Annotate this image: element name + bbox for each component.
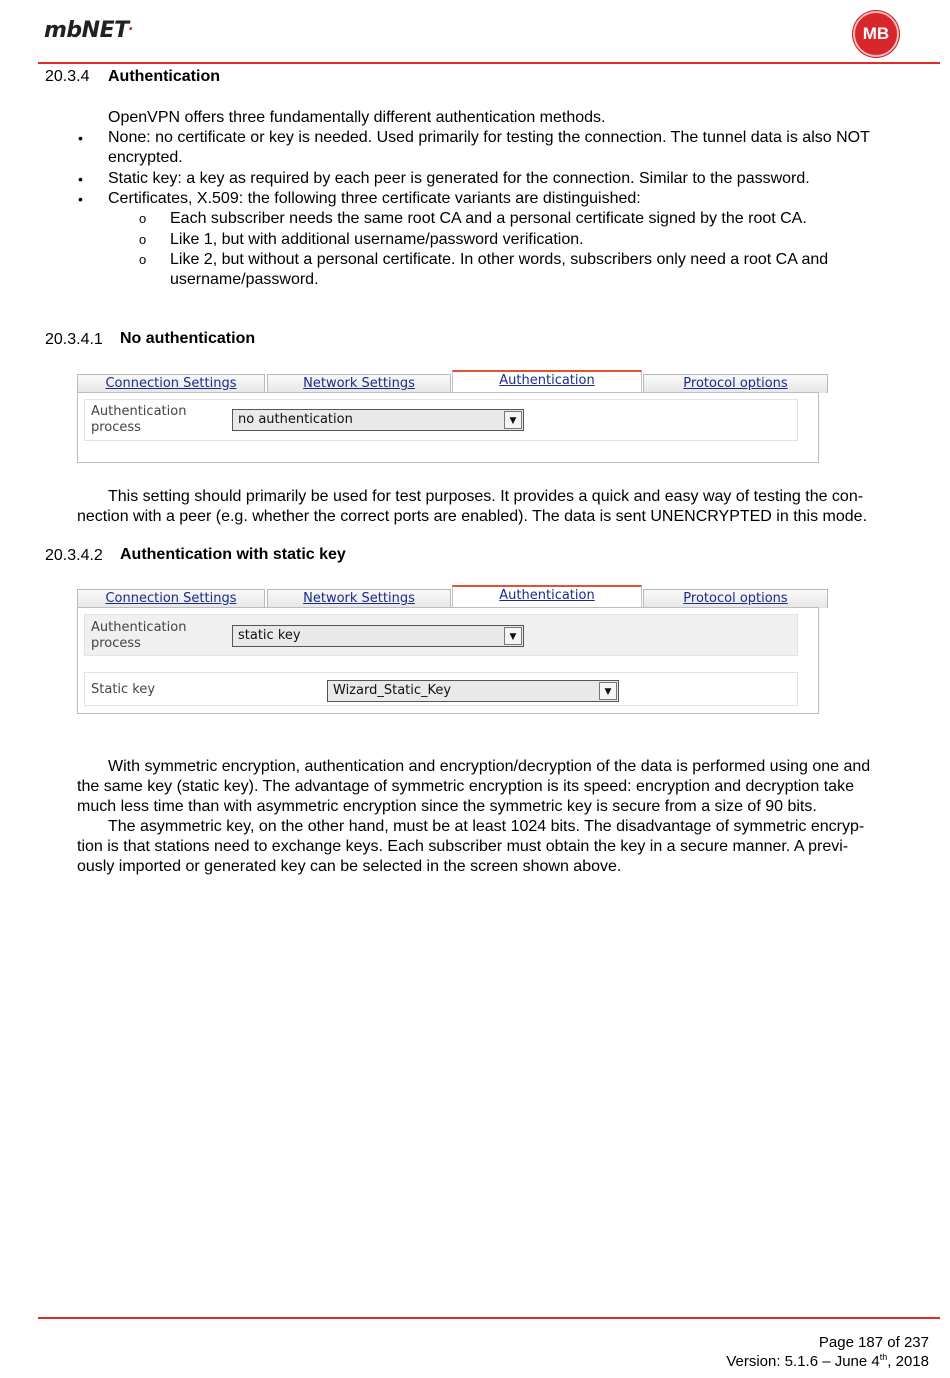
auth-process-select[interactable] <box>232 409 524 431</box>
version-sup: th <box>879 1352 888 1362</box>
tab-connection-settings[interactable]: Connection Settings <box>77 374 265 393</box>
paragraph-line: nection with a peer (e.g. whether the correct ports are enabled). The data is sent UNENCRYPTED in this mode. <box>77 508 868 525</box>
openvpn-auth-screenshot-none <box>77 370 829 464</box>
sub-bullet-marker: o <box>139 232 147 247</box>
section-title: Authentication <box>108 68 220 85</box>
paragraph-line: ously imported or generated key can be selected in the screen shown above. <box>77 858 622 875</box>
tab-protocol-options[interactable]: Protocol options <box>643 374 828 393</box>
auth-process-label <box>91 404 186 436</box>
version-year: , 2018 <box>887 1353 929 1370</box>
mbnet-logo <box>44 18 133 43</box>
openvpn-auth-screenshot-static-key <box>77 585 829 715</box>
bullet-item-continuation: encrypted. <box>108 149 183 166</box>
logo-text: mbNET <box>44 18 129 43</box>
bullet-marker: • <box>78 130 83 146</box>
chevron-down-icon[interactable]: ▼ <box>504 411 522 429</box>
tab-connection-settings[interactable]: Connection Settings <box>77 589 265 608</box>
sub-bullet-marker: o <box>139 252 147 267</box>
sub-bullet-marker: o <box>139 211 147 226</box>
version-text: Version: 5.1.6 – June 4 <box>726 1353 880 1370</box>
bullet-item: Certificates, X.509: the following three certificate variants are distinguished: <box>108 190 641 207</box>
mb-badge-logo: MB <box>853 11 899 57</box>
intro-paragraph: OpenVPN offers three fundamentally different authentication methods. <box>108 109 606 126</box>
tab-authentication[interactable]: Authentication <box>452 370 642 393</box>
tab-bar <box>77 585 829 607</box>
page-number: Page 187 of 237 <box>818 1334 929 1351</box>
paragraph-line: tion is that stations need to exchange keys. Each subscriber must obtain the key in a secure manner. A previ- <box>77 838 849 855</box>
paragraph-line: This setting should primarily be used for test purposes. It provides a quick and easy way of testing the con- <box>108 488 864 505</box>
paragraph-line: the same key (static key). The advantage of symmetric encryption is its speed: encryption and decryption take <box>77 778 854 795</box>
auth-process-label-line2: process <box>91 636 141 651</box>
bullet-item: None: no certificate or key is needed. Used primarily for testing the connection. The tunnel data is also NOT <box>108 129 870 146</box>
paragraph-line: The asymmetric key, on the other hand, must be at least 1024 bits. The disadvantage of symmetric encryp- <box>108 818 865 835</box>
auth-process-value: static key <box>238 628 301 643</box>
chevron-down-icon[interactable]: ▼ <box>599 682 617 700</box>
subsection-number: 20.3.4.1 <box>45 331 103 348</box>
tab-bar <box>77 370 829 392</box>
tab-network-settings[interactable]: Network Settings <box>267 589 451 608</box>
bullet-marker: • <box>78 191 83 207</box>
auth-process-label-line1: Authentication <box>91 404 187 419</box>
auth-process-label-line2: process <box>91 420 141 435</box>
static-key-value: Wizard_Static_Key <box>333 683 452 698</box>
paragraph-line: With symmetric encryption, authentication and encryption/decryption of the data is performed using one and <box>108 758 871 775</box>
sub-bullet-item-continuation: username/password. <box>170 271 319 288</box>
subsection-title: Authentication with static key <box>120 546 346 563</box>
tab-network-settings[interactable]: Network Settings <box>267 374 451 393</box>
subsection-title: No authentication <box>120 330 256 347</box>
settings-frame <box>77 607 819 714</box>
sub-bullet-item: Like 1, but with additional username/password verification. <box>170 231 584 248</box>
auth-process-label-line1: Authentication <box>91 620 187 635</box>
bullet-marker: • <box>78 171 83 187</box>
static-key-select[interactable] <box>327 680 619 702</box>
auth-process-row <box>84 614 798 656</box>
footer-rule <box>38 1317 940 1319</box>
auth-process-row <box>84 399 798 441</box>
tab-authentication[interactable]: Authentication <box>452 585 642 608</box>
static-key-label: Static key <box>91 682 156 697</box>
header-rule <box>38 62 940 64</box>
tab-protocol-options[interactable]: Protocol options <box>643 589 828 608</box>
auth-process-select[interactable] <box>232 625 524 647</box>
subsection-number: 20.3.4.2 <box>45 547 103 564</box>
auth-process-value: no authentication <box>238 412 353 427</box>
sub-bullet-item: Each subscriber needs the same root CA and a personal certificate signed by the root CA. <box>170 210 807 227</box>
section-number: 20.3.4 <box>45 68 90 85</box>
chevron-down-icon[interactable]: ▼ <box>504 627 522 645</box>
paragraph-line: much less time than with asymmetric encryption since the symmetric key is secure from a size of 90 bits. <box>77 798 817 815</box>
settings-frame <box>77 392 819 463</box>
logo-tick: . <box>128 18 134 34</box>
sub-bullet-item: Like 2, but without a personal certificate. In other words, subscribers only need a root CA and <box>170 251 829 268</box>
version-info <box>726 1352 929 1370</box>
bullet-item: Static key: a key as required by each peer is generated for the connection. Similar to the password. <box>108 170 810 187</box>
auth-process-label <box>91 620 186 652</box>
static-key-row <box>84 672 798 706</box>
